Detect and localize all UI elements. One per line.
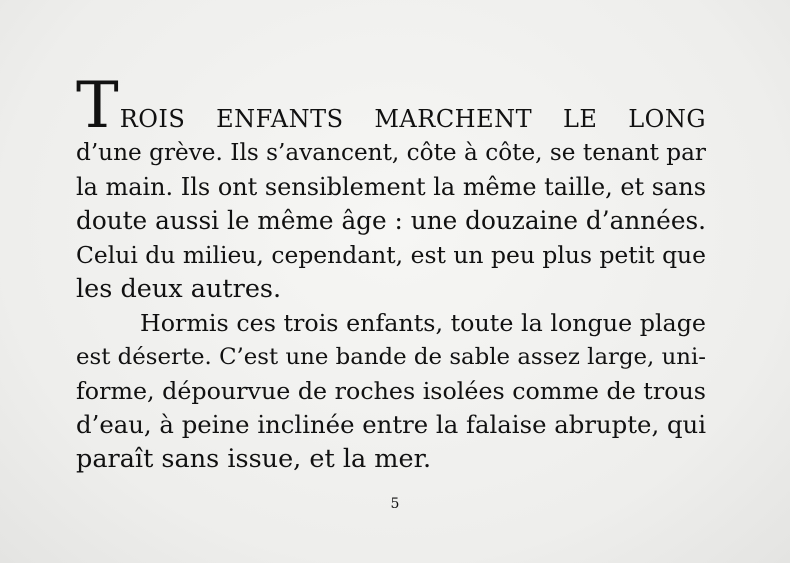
- text-line: Celui du milieu, cependant, est un peu plus petit que: [76, 241, 706, 269]
- text-line: les deux autres.: [76, 274, 282, 304]
- small-caps-opening: ROIS ENFANTS MARCHENT LE LONG: [119, 105, 706, 133]
- text-line: la main. Ils ont sensiblement la même taille, et sans: [76, 173, 706, 201]
- paragraph-1-first-line: [76, 69, 706, 143]
- text-line: doute aussi le même âge : une douzaine d’années.: [76, 206, 706, 235]
- drop-cap: T: [76, 69, 119, 143]
- text-line: d’une grève. Ils s’avancent, côte à côte, se tenant par: [76, 139, 706, 166]
- text-line: paraît sans issue, et la mer.: [76, 444, 432, 474]
- text-line: forme, dépourvue de roches isolées comme de trous: [76, 377, 706, 405]
- body-text: [76, 69, 706, 476]
- text-line: est déserte. C’est une bande de sable assez large, uni-: [76, 344, 706, 370]
- paragraph-2-first-line: Hormis ces trois enfants, toute la longue plage: [140, 309, 706, 337]
- page-number: 5: [390, 496, 400, 512]
- text-line: d’eau, à peine inclinée entre la falaise abrupte, qui: [76, 410, 706, 439]
